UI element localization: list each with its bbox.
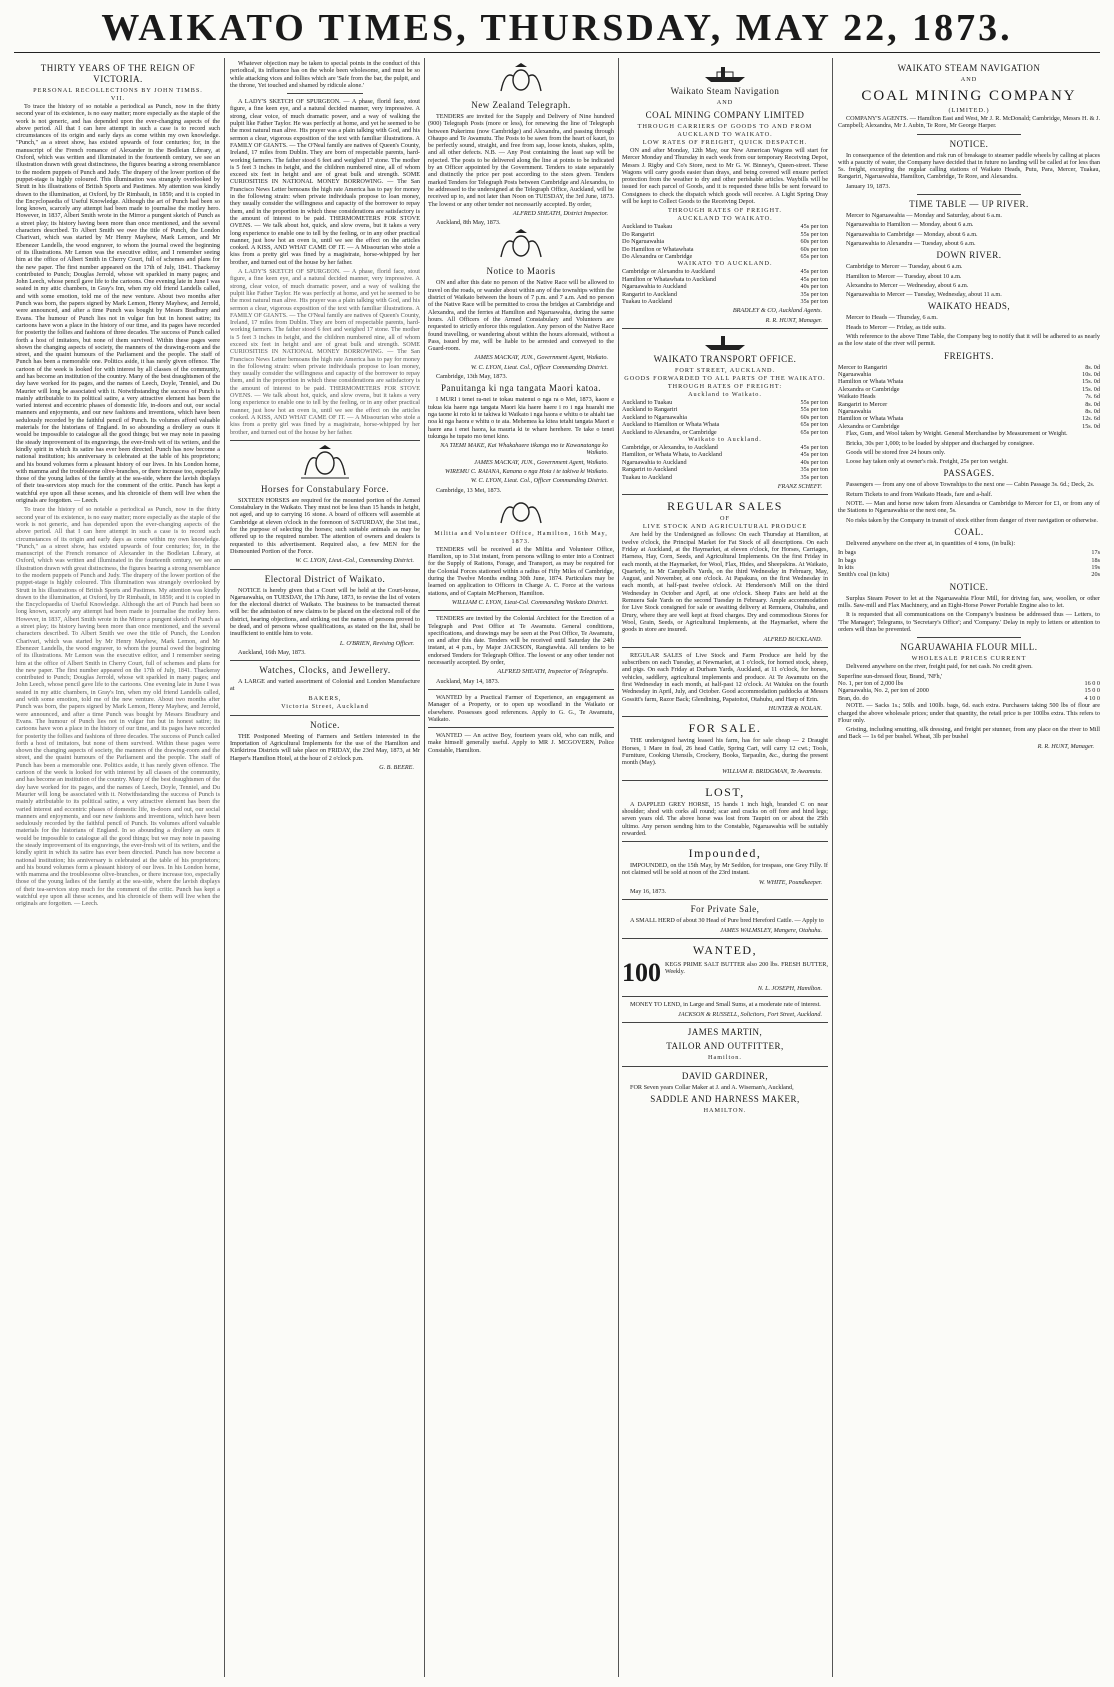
article-body: A LADY'S SKETCH OF SPURGEON. — A phase, florid face, stout figure, a fine keen eye, and a natural decided manner, very impressive. A strong, clear voice, of much dramatic power, and a way of walking the pulpit like Father Taylor. He was perfectly at home, and yet he seemed to be the most natural man alive. His prayer was a plain talking with God, and his sermon a clear, vigorous exposition of the text with familiar illustrations. A FAMILY OF GIANTS. — The O'Neal family are natives of Queen's County, Ireland, 17 miles from Dublin. They are born of respectable parents, hard-working farmers. The father stood 6 feet and weighed 17 stone. The mother is 5 feet 3 inches in height, and the children numbered nine, all of whom exceed six feet in height and are of great bulk and strength. SOME CURIOSITIES IN NATIONAL MONEY BORROWING. — The San Francisco News Letter bemoans the high rate America has to pay for money in the following strain: when private individuals propose to loan money, they usually consider the willingness and capacity of the borrower to repay them, and in the proportion in which these considerations are satisfactory is the amount of interest to be paid. THERMOMETERS FOR STOVE OVENS. — We talk about hot, quick, and slow ovens, but it takes a very long experience to enable one to tell by the feeling, or in any other practical manner, just how hot an oven is, until we see the effect on the articles cooked. A KISS, AND WHAT CAME OF IT. — A Missourian who stole a kiss from a pretty girl was fined by a magistrate, horse-whipped by her brother, and turned out of the house by her father. bbox=[230, 98, 420, 266]
freights-table bbox=[838, 364, 1100, 431]
ad-signature: W. C. LYON, Lieut. Col., Officer Commanding District. bbox=[470, 477, 608, 485]
ad-body: Delivered anywhere on the river at, in quantities of 4 tons, (in bulk): bbox=[846, 539, 1016, 547]
ad-date: Cambridge, 13th May, 1873. bbox=[436, 373, 508, 381]
ad-heading: SADDLE AND HARNESS MAKER, bbox=[650, 1094, 800, 1105]
list-item: Ngaruawahia to Mercer — Tuesday, Wednesday, about 11 a.m. bbox=[846, 291, 1002, 299]
table-row bbox=[838, 386, 1100, 393]
ad-heading: NOTICE. bbox=[949, 581, 989, 592]
ad-signature: W. C. LYON, Lieut. Col., Officer Commanding District. bbox=[470, 363, 608, 371]
ad-heading: NOTICE. bbox=[949, 138, 989, 149]
ad-body: ON and after this date no person of the Native Race will be allowed to travel on the roads, or wander about within any of the townships within the district of Waikato between the hours of 7 p.m. and 7 a.m. And no person of the Native Race will be permitted to cross the bridges at Cambridge and Alexandra, and the ferries at Hamilton and Ngaruawahia, during the same hours. All Officers of the Armed Constabulary and Volunteers are requested to strictly enforce this regulation. Any person of the Native Race found travelling, or wandering about within the hours aforesaid, without a Pass, issued by me, will be liable to be arrested and conveyed to the Guard-room. bbox=[428, 279, 614, 353]
ad-body: A SMALL HERD of about 30 Head of Pure bred Hereford Cattle. — Apply to bbox=[630, 917, 824, 925]
ad-heading: TIME TABLE — UP RIVER. bbox=[909, 199, 1029, 210]
column-divider bbox=[224, 58, 225, 1677]
table-cell: 60s per ton bbox=[800, 238, 828, 246]
table-row bbox=[622, 268, 828, 275]
ad-subheading: Waikato to Auckland. bbox=[688, 436, 762, 444]
ad-body: Are held by the Undersigned as follows: On each Thursday at Hamilton, at twelve o'clock, the Principal Market for Fat Stock of all descriptions. On each Friday at Auckland, at the Haymarket, at eleven o'clock, for Horses, Carriages, Harness, Hay, Corn, Seeds, and Agricultural Implements. On the first Friday in each month, at the Haymarket, for Wool, Flax, Hides, and Sheepskins. At Waikato, Quarterly, in Mr Campbell's Yards, on the third Wednesday in February, May, August, and November, at one o'clock. At Papakura, on the first Wednesday in each month, at half-past twelve o'clock. At Henderson's Mill on the third Wednesday in October and April, at one o'clock. Sheep Fairs are held at the Remuera Sale Yards on the second Tuesday in February. Ample accommodation for Live Stock consigned for sale or awaiting delivery at Remuera, Otahuhu, and Drury, where they are well kept at fixed charges. Dry and commodious Stores for Wool, Grain, Seeds, or Agricultural Implements, at the Haymarket, where the goods in store are insured. bbox=[622, 531, 828, 634]
ad-body: ON and after Monday, 12th May, our New American Wagons will start for Mercer Monday and Thursday in each week from our temporary Receiving Depot, Messrs J. Rigby and Co's Store, next to Mr G. W. Binney's, Queen-street. These Wagons will carry goods easier than drays, and being covered will ensure perfect protection from the weather to dry and other perishable articles. Waybills will be issued for each parcel of Goods, and it is requested these bills be sent forward to Consignees to check the dispatch which goods will receive. A Light Spring Dray will be kept to Collect Goods to the Receiving Depot. bbox=[622, 147, 828, 206]
table-cell: 17s bbox=[1091, 549, 1100, 557]
ad-body: NOTE. — Sacks 1s.; 50lb. and 100lb. bags, 6d. each extra. Purchasers taking 500 lbs of flour are charged the above wholesale prices; under that quantity, the retail price is per 100lbs extra. This refers to Flour only. bbox=[838, 702, 1100, 724]
table-cell: 45s per ton bbox=[800, 444, 828, 452]
table-cell: 15s. 0d bbox=[1082, 422, 1100, 430]
table-row bbox=[838, 393, 1100, 400]
ad-heading: Watches, Clocks, and Jewellery. bbox=[259, 665, 391, 676]
list-item: Cambridge to Mercer — Tuesday, about 6 a.m. bbox=[846, 263, 963, 271]
ad-body: NOTE. — Man and horse now taken from Alexandra or Cambridge to Mercer for £1, or from any of the Stations to Ngaruawahia or the next one, 5s. bbox=[838, 500, 1100, 515]
table-row bbox=[838, 408, 1100, 415]
table-cell: Hamilton or Whata Whata bbox=[838, 378, 904, 386]
table-cell: 45s per ton bbox=[800, 268, 828, 276]
ad-signature: WILLIAM R. BRIDGMAN, Te Awamutu. bbox=[722, 768, 822, 776]
ad-heading: FOR SALE. bbox=[688, 721, 762, 736]
ad-subheading: (LIMITED.) bbox=[948, 107, 990, 114]
rates-table bbox=[622, 268, 828, 305]
table-cell: Hamilton or Whatawhata to Auckland bbox=[622, 275, 717, 283]
table-row bbox=[838, 680, 1100, 687]
wanted-ad bbox=[622, 957, 828, 992]
table-row bbox=[622, 451, 828, 458]
table-cell: 12s. 6d bbox=[1082, 415, 1100, 423]
ad-body: A LARGE and varied assortment of Colonial and London Manufacture at bbox=[230, 678, 420, 693]
ad-heading: Notice. bbox=[310, 719, 340, 730]
table-cell: In bags bbox=[838, 549, 857, 557]
rates-table bbox=[622, 223, 828, 260]
table-row bbox=[838, 401, 1100, 408]
table-cell: Alexandra or Cambridge bbox=[838, 385, 900, 393]
table-cell: 20s bbox=[1091, 571, 1100, 579]
list-item: Ngaruawahia to Alexandra — Tuesday, about 6 a.m. bbox=[846, 239, 976, 247]
ad-heading: DOWN RIVER. bbox=[936, 250, 1002, 261]
table-cell: 60s per ton bbox=[800, 413, 828, 421]
ad-signature: ALFRED BUCKLAND. bbox=[763, 635, 822, 643]
ad-subheading: THROUGH RATES OF FREIGHT. bbox=[668, 207, 782, 215]
table-row bbox=[622, 298, 828, 305]
ad-heading: New Zealand Telegraph. bbox=[471, 100, 571, 110]
ad-body: It is requested that all communications on the Company's business be addressed thus — Letters, to 'The Manager'; Telegrams, to 'Secretary's Office'; and 'Company.' Delay in reply to letters or attention to orders will thus be prevented. bbox=[838, 611, 1100, 634]
table-cell: Bran, do. do bbox=[838, 694, 869, 702]
ad-heading: Electoral District of Waikato. bbox=[264, 573, 386, 584]
table-cell: 19s bbox=[1091, 564, 1100, 572]
ad-subheading: WHOLESALE PRICES CURRENT bbox=[911, 655, 1027, 663]
table-row bbox=[622, 444, 828, 451]
ad-date: January 19, 1873. bbox=[846, 182, 890, 190]
table-row bbox=[838, 378, 1100, 385]
table-cell: Do Alexandra or Cambridge bbox=[622, 253, 693, 260]
ad-subheading: LOW RATES OF FREIGHT, QUICK DESPATCH. bbox=[642, 139, 808, 146]
table-row bbox=[838, 557, 1100, 564]
ad-subheading: THROUGH CARRIERS OF GOODS TO AND FROM AUCKLAND TO WAIKATO. bbox=[637, 123, 813, 138]
ad-signature: JAMES MACKAY, JUN., Government Agent, Waikato. bbox=[474, 458, 608, 466]
ad-signature: NA TIEMI MAKE, Kai Whakahaere tikanga mo te Kawanatanga ko Waikato. bbox=[440, 442, 608, 457]
ad-heading: Waikato Steam Navigation bbox=[670, 86, 780, 96]
ad-date: Auckland, 16th May, 1873. bbox=[238, 648, 306, 656]
table-row bbox=[622, 283, 828, 290]
ad-heading: PASSAGES. bbox=[943, 468, 995, 479]
table-cell: 65s per ton bbox=[800, 421, 828, 429]
ad-signature: L. O'BRIEN, Revising Officer. bbox=[339, 639, 414, 647]
ad-signature: R. R. HUNT, Manager. bbox=[1037, 742, 1094, 750]
table-cell: No. 1, per ton of 2,000 lbs bbox=[838, 680, 904, 688]
table-row bbox=[838, 364, 1100, 371]
ad-signature: JAMES MACKAY, JUN., Government Agent, Waikato. bbox=[474, 354, 608, 362]
ad-heading: Panuitanga ki nga tangata Maori katoa. bbox=[441, 383, 601, 394]
list-item: Heads to Mercer — Friday, as tide suits. bbox=[846, 323, 946, 331]
table-cell: Rangariri to Auckland bbox=[622, 466, 677, 474]
table-cell: 55s per ton bbox=[800, 230, 828, 238]
table-row bbox=[622, 474, 828, 481]
table-row bbox=[622, 231, 828, 238]
ad-body: Loose hay taken only at owner's risk. Freight, 25s per ton weight. bbox=[846, 458, 1008, 466]
table-cell: 55s per ton bbox=[800, 406, 828, 414]
table-row bbox=[622, 399, 828, 406]
ad-body: Goods will be stored free 24 hours only. bbox=[846, 448, 946, 456]
ad-heading: COAL MINING COMPANY LIMITED bbox=[645, 110, 805, 120]
ad-body: REGULAR SALES of Live Stock and Farm Produce are held by the subscribers on each Tuesday, at Newmarket, at 1 o'clock, for horned stock, sheep, and pigs. On each Friday at Durham Yards, Auckland, at 11 o'clock, for horses, vehicles, saddlery, agricultural implements and produce. At Te Awamutu on the first Wednesday in each month, at half-past 12 o'clock. At Waiuku on the fourth Wednesday in April, July, and October. Good accommodation paddocks at Messrs Gossitt's farm, Razor Back; Glendining, Papatoitoi, Otahuhu, and Harp of Erin. bbox=[622, 651, 828, 703]
ad-subheading: FORT STREET, AUCKLAND. bbox=[674, 367, 776, 375]
ad-heading: Impounded, bbox=[688, 846, 762, 861]
table-cell: Cambridge, or Alexandra, to Auckland bbox=[622, 444, 718, 452]
ad-signature: WILLIAM C. LYON, Lieut-Col. Commanding Waikato District. bbox=[451, 598, 608, 606]
table-cell: Rangariri to Auckland bbox=[622, 290, 677, 298]
table-cell: Cambridge or Alexandra to Auckland bbox=[622, 268, 715, 276]
table-cell: Hamilton or Whata Whata bbox=[838, 415, 904, 423]
table-cell: 35s per ton bbox=[800, 473, 828, 481]
ad-and: AND bbox=[716, 99, 734, 106]
royal-crest-icon bbox=[491, 497, 551, 527]
list-item: Mercer to Ngaruawahia — Monday and Saturday, about 6 a.m. bbox=[846, 212, 1002, 220]
royal-crest-icon bbox=[491, 63, 551, 97]
ad-body: IMPOUNDED, on the 15th May, by Mr Seddon, for trespass, one Grey Filly. If not claimed will be sold at noon of the 23rd instant. bbox=[622, 862, 828, 877]
rates-table bbox=[622, 444, 828, 481]
ad-heading: NGARUAWAHIA FLOUR MILL. bbox=[900, 642, 1038, 653]
ad-heading: WANTED, bbox=[692, 942, 758, 957]
table-cell: 40s per ton bbox=[800, 283, 828, 291]
ad-body: Bricks, 30s per 1,000; to be loaded by shipper and discharged by consignee. bbox=[846, 439, 1035, 447]
royal-crest-icon bbox=[491, 229, 551, 263]
ad-heading: LOST, bbox=[705, 784, 745, 799]
ad-body: Gristing, including smutting, silk dressing, and freight per stunner, from any place on the river to Mill and Back — 1s 6d per bushel. Wheat, 3lb per bushel bbox=[838, 726, 1100, 741]
ad-subheading: Auckland to Waikato. bbox=[688, 391, 762, 399]
table-cell: 15s. 0d bbox=[1082, 385, 1100, 393]
table-cell: Do Rangariri bbox=[622, 230, 655, 238]
table-cell: 65s per ton bbox=[800, 253, 828, 260]
steamboat-icon bbox=[703, 333, 747, 351]
table-cell: In kits bbox=[838, 564, 854, 572]
ad-body: MONEY TO LEND, in Large and Small Sums, at a moderate rate of interest. bbox=[630, 1001, 821, 1009]
table-cell: Ngaruawahia to Auckland bbox=[622, 458, 687, 466]
ad-heading: Horses for Constabulary Force. bbox=[261, 483, 389, 494]
table-row bbox=[622, 223, 828, 230]
ad-body: TENDERS are invited for the Supply and Delivery of Nine hundred (900) Telegraph Posts (more or less), for renewing the line of Telegraph between Pukerimu (now Cambridge) and Alexandra, and passing through Ohaupo and Te Awamutu. The Posts to be sawn from the heart of kauri, to be perfectly sound, straight, and free from sap, loose knots, shakes, splits, and all other defects. N.B. — Any Post containing the least sap will be rejected. The posts to be delivered along the line at points to be indicated by an Officer appointed by the Government. Tenders to state separately and distinctly the price per post according to the sizes given. Tenders marked Tenders for Telegraph Posts between Cambridge and Alexandra, to be addressed to the undersigned at the Telegraph Office, Auckland, will be received up to, and not later than Noon on TUESDAY, the 3rd June, 1873. The lowest or any other tender not necessarily accepted. By order, bbox=[428, 113, 614, 208]
table-cell: Do Hamilton or Whatawhata bbox=[622, 245, 694, 253]
timetable-list bbox=[838, 314, 1100, 331]
article-body: To trace the history of so notable a periodical as Punch, now in the thirty second year of its existence, is no easy matter; more especially as the staple of the work is not generic, and has depended upon the ever-changing aspects of the above period. All that I can here attempt in such a case is to record such circumstances of its origin and early days as come within my own knowledge. "Punch," as a street show, has existed upwards of four centuries; for, in the manuscript of the French romance of Alexander in the Bodleian Library, at Oxford, which was written and illuminated in the fourteenth century, we see an illustration drawn with great distinctness, the figures bearing a strong resemblance to the modern puppets of Punch and Judy. The drapery of the lower portion of the puppet-stage is highly coloured. This illumination was strangely overlooked by Strutt in his illustrations of British Sports and Pastimes. My attention was kindly drawn to the illumination, at Oxford, by Dr Rimbault, in 1859; and it is copied in the Encyclopaedia of Useful Knowledge. Although the art of Punch had been so long known, scarcely any attempt had been made to journalise the motley hero. However, in 1837, Albert Smith wrote in the Mirror a pungent sketch of Punch as a street play; its history having been more than once mentioned, and the several characters described. To Albert Smith we owe the title of Punch, the London Charivari, which was started by Mr Henry Mayhew, Mark Lemon, and Mr Ebenezer Landells, the wood engraver, to whom the journal owed the beginning of its illustrations. Mr Lemon was the executive editor, and I remember seeing him at the office of Albert Smith in Cherry Court, full of schemes and plans for the new paper. The first number appeared on the 17th of July, 1841. Thackeray contributed to Punch; Douglas Jerrold, whose wit sparkled in many pages; and John Leech, whose pencil gave life to the cartoons. One evening late in June I was seated in my attic chambers, in Gray's Inn, when my old friend Landells called, and with some emotion, told me of the new venture. About two months after Punch was born, the papers signed by Mark Lemon, Henry Mayhew, and Jerrold, were announced, and after a time Punch was bought by Messrs Bradbury and Evans. The humour of Punch lies not in vulgar fun but in honest satire; its cartoons have won a place in the history of our time, and its pages have recorded for posterity the follies and fashions of three decades. The success of Punch called forth a host of imitators, but none of them survived. Within these pages were shown the changing aspects of society, the manners of the drawing-room and the street, and the quaint humours of the Parliament and the people. The staff of Punch has been a memorable one. Politics aside, it has rarely given offence. The cartoon of the week is looked for with interest by all classes of the community, and has become an institution of the country. Many of the best draughtsmen of the day have worked for its pages, and the names of Leech, Doyle, Tenniel, and Du Maurier will long be associated with it. Notwithstanding the success of Punch is mainly attributable to its political satire, a very attractive element has been the varied interest and eccentric phases of domestic life, in-doors and out, our social manners and enjoyments, and our new fashions and inventions, which have been sedulously recorded by the faithful pencil of Punch. Its volumes afford valuable materials for the historians of England. In so abounding a drollery as ours it would be impossible to catalogue all the good things; but we may note in passing the steady improvement of its engravings, the ever-fresh wit of its writers, and the kindly spirit in which its satire has ever been directed. Punch has now become a national institution; his anniversary is celebrated at the table of his proprietors; and his bound volumes form a pleasant history of our lives. In his London home, with mamma and the troublesome olive-branches, or there increase too, especially those of the young ladies of the family at the sea-side, where the lavish displays of their tea-services stop much for the comment of the critic. Punch has kept a watchful eye upon all these scenes, and his chronicle of them will live when the originals are forgotten. — Leech. bbox=[16, 103, 220, 505]
table-cell: Ngaruawahia, No. 2, per ton of 2000 bbox=[838, 687, 929, 695]
ad-heading: DAVID GARDINER, bbox=[681, 1070, 769, 1081]
table-row bbox=[838, 415, 1100, 422]
table-cell: 60s per ton bbox=[800, 245, 828, 253]
ad-signature: WIREMU C. RAIANA, Kanana o nga Hoia i te takiwa ki Waikato. bbox=[444, 467, 608, 475]
ad-body: A DAPPLED GREY HORSE, 15 hands 1 inch high, branded C on near shoulder; shod with corks all round; scar and cracks on off fore and hind legs; seven years old. The above horse was lost from Taupiri on or about the 25th ultimo. Any person sending him to the Constable, Ngaruawahia will be suitably rewarded. bbox=[622, 800, 828, 837]
article-body: Whatever objection may be taken to special points in the conduct of this periodical, its influence has on the whole been wholesome, and must be so while attacking vices and follies which are 'Safe from the bar, the pulpit, and the throne, Yet touched and shamed by ridicule alone.' bbox=[230, 60, 420, 89]
ad-and: AND bbox=[960, 76, 978, 83]
ad-body: Passengers — from any one of above Townships to the next one — Cabin Passage 3s. 6d.; Deck, 2s. bbox=[846, 481, 1095, 489]
masthead-title: WAIKATO TIMES, THURSDAY, MAY 22, 1873. bbox=[101, 7, 1013, 49]
ad-body: In consequence of the detention and risk run of breakage to steamer paddle wheels by calling at places with a paucity of water, the Company have decided that in future no landing will be called at for less than 5s. freight, excepting the regular calling stations of Waikato Heads, Putu, Para, Mercer, Tuakau, Rangariri, Ngaruawahia, Hamilton, Cambridge, Te Rore, and Alexandra. bbox=[838, 151, 1100, 181]
ad-heading: For Private Sale, bbox=[690, 904, 760, 915]
table-cell: In bags bbox=[838, 556, 857, 564]
table-cell: 8s. 0d bbox=[1085, 408, 1100, 416]
ad-subheading: LIVE STOCK AND AGRICULTURAL PRODUCE bbox=[642, 523, 808, 531]
ad-body: Return Tickets to and from Waikato Heads, fare and a-half. bbox=[846, 490, 993, 498]
table-cell bbox=[1066, 673, 1100, 680]
rates-table bbox=[622, 399, 828, 436]
ad-heading: COAL. bbox=[954, 526, 984, 537]
column-2 bbox=[230, 60, 420, 1679]
table-row bbox=[622, 429, 828, 436]
ad-body: COMPANY'S AGENTS. — Hamilton East and West, Mr J. R. McDonald; Cambridge, Messrs H. & J. Campbell; Alexandra, Mr J. Aubin, Te Rore, Mr George Harper. bbox=[838, 115, 1100, 130]
table-row bbox=[622, 238, 828, 245]
table-row bbox=[838, 673, 1100, 680]
article-subheading: PERSONAL RECOLLECTIONS BY JOHN TIMBS. bbox=[33, 87, 203, 94]
table-cell: 16 0 0 bbox=[1084, 680, 1100, 688]
table-cell: Tuakau to Auckland bbox=[622, 473, 672, 481]
table-cell: Auckland to Tuakau bbox=[622, 223, 673, 231]
table-row bbox=[622, 421, 828, 428]
table-cell: Smith's coal (in kits) bbox=[838, 571, 890, 579]
ad-subheading: OF bbox=[720, 515, 730, 523]
table-row bbox=[838, 571, 1100, 578]
ad-body: No risks taken by the Company in transit of stock either from danger of river navigation or otherwise. bbox=[846, 516, 1098, 524]
ad-signature: JACKSON & RUSSELL, Solicitors, Fort Street, Auckland. bbox=[677, 1010, 822, 1018]
ad-heading: COAL MINING COMPANY bbox=[861, 88, 1077, 104]
ad-body: TENDERS will be received at the Militia and Volunteer Office, Hamilton, up to 31st instant, from persons willing to enter into a Contract for the Supply of Rations, Forage, and Transport, as may be required for the Colonial Forces stationed within a radius of Fifty Miles of Cambridge, during the Twelve Months ending 30th June, 1874. Particulars may be learned on application to Officers in Charge A. C. Force at the various stations, and of Captain McPherson, Hamilton. bbox=[428, 545, 614, 597]
steamboat-icon bbox=[703, 63, 747, 83]
ad-heading: WAIKATO STEAM NAVIGATION bbox=[897, 63, 1041, 73]
table-row bbox=[622, 466, 828, 473]
ad-signature: W. C. LYON, Lieut.-Col., Commanding District. bbox=[295, 557, 414, 565]
column-divider bbox=[424, 58, 425, 1677]
ad-body: TENDERS are invited by the Colonial Architect for the Erection of a Telegraph and Post Office at Te Awamutu. General conditions, specifications, and drawings may be seen at the Post Office, Te Awamutu, on and after this date. Tenders will be received until Saturday the 24th instant, at 4 p.m., by Major JACKSON, Rangiawhia. All tenders to be endorsed Tenders for Telegraph Office. The lowest or any other tender not necessarily accepted. By order, bbox=[428, 615, 614, 667]
ad-heading: WAIKATO HEADS, bbox=[927, 301, 1011, 312]
table-row bbox=[622, 291, 828, 298]
table-cell: 4 10 0 bbox=[1084, 694, 1100, 702]
ad-place: HAMILTON. bbox=[703, 1107, 747, 1115]
table-row bbox=[622, 246, 828, 253]
ad-body: KEGS PRIME SALT BUTTER also 200 lbs. FRESH BUTTER, Weekly. bbox=[665, 960, 828, 976]
ad-body: Delivered anywhere on the river, freight paid, for net cash. No credit given. bbox=[846, 663, 1033, 671]
table-row bbox=[838, 423, 1100, 430]
article-heading: THIRTY YEARS OF THE REIGN OF VICTORIA. bbox=[40, 63, 196, 84]
ad-subheading: GOODS FORWARDED TO ALL PARTS OF THE WAIKATO. bbox=[624, 375, 826, 383]
table-row bbox=[622, 459, 828, 466]
article-body-continued: A LADY'S SKETCH OF SPURGEON. — A phase, florid face, stout figure, a fine keen eye, and a natural decided manner, very impressive. A strong, clear voice, of much dramatic power, and a way of walking the pulpit like Father Taylor. He was perfectly at home, and yet he seemed to be the most natural man alive. His prayer was a plain talking with God, and his sermon a clear, vigorous exposition of the text with familiar illustrations. A FAMILY OF GIANTS. — The O'Neal family are natives of Queen's County, Ireland, 17 miles from Dublin. They are born of respectable parents, hard-working farmers. The father stood 6 feet and weighed 17 stone. The mother is 5 feet 3 inches in height, and the children numbered nine, all of whom exceed six feet in height and are of great bulk and strength. SOME CURIOSITIES IN NATIONAL MONEY BORROWING. — The San Francisco News Letter bemoans the high rate America has to pay for money in the following strain: when private individuals propose to loan money, they usually consider the willingness and capacity of the borrower to repay them, and in the proportion in which these considerations are satisfactory is the amount of interest to be paid. THERMOMETERS FOR STOVE OVENS. — We talk about hot, quick, and slow ovens, but it takes a very long experience to enable one to tell by the feeling, or in any other practical manner, just how hot an oven is, until we see the effect on the articles cooked. A KISS, AND WHAT CAME OF IT. — A Missourian who stole a kiss from a pretty girl was fined by a magistrate, horse-whipped by her brother, and turned out of the house by her father. bbox=[230, 268, 420, 436]
table-cell: 18s bbox=[1091, 556, 1100, 564]
ad-subheading: THROUGH RATES OF FREIGHT: bbox=[667, 383, 783, 391]
wanted-quantity: 100 bbox=[622, 957, 661, 987]
ad-body: WANTED by a Practical Farmer of Experience, an engagement as Manager of a Property, or to open up woodland in the Waikato or elsewhere. Possesses good references. Apply to G. G., Te Awamutu, Waikato. bbox=[428, 693, 614, 723]
column-3 bbox=[428, 60, 614, 1679]
table-cell: Ngaruawahia bbox=[838, 408, 871, 416]
ad-body: WANTED — An active Boy, fourteen years old, who can milk, and make himself generally useful. Apply to MR J. MCGOVERN, Police Constable, Hamilton. bbox=[428, 732, 614, 754]
coal-table bbox=[838, 549, 1100, 579]
table-cell: 45s per ton bbox=[800, 275, 828, 283]
ad-signature: HUNTER & NOLAN. bbox=[768, 704, 822, 712]
ad-body: THE undersigned having leased his farm, has for sale cheap — 2 Draught Horses, 1 Mare in foal, 26 head Cattle, Spring Cart, will carry 12 cwt.; Tools, Furniture, Cooking Utensils, Crockery, Books, Tarpaulin, &c., during the present month (May). bbox=[622, 737, 828, 767]
ad-heading: REGULAR SALES bbox=[667, 499, 783, 514]
ad-place: Hamilton. bbox=[708, 1053, 742, 1061]
list-item: Alexandra to Mercer — Wednesday, about 6 a.m. bbox=[846, 281, 969, 289]
table-row bbox=[622, 276, 828, 283]
ad-heading: FREIGHTS. bbox=[944, 350, 994, 361]
ad-signature: FRANZ SCHEFF. bbox=[777, 483, 822, 491]
mill-table bbox=[838, 673, 1100, 703]
ad-heading: TAILOR AND OUTFITTER, bbox=[666, 1040, 784, 1051]
table-cell: Ngaruawahia to Auckland bbox=[622, 283, 687, 291]
timetable-list bbox=[838, 212, 1100, 247]
masthead-rule bbox=[14, 52, 1100, 53]
royal-crest-icon bbox=[295, 445, 355, 481]
article-body-continued: To trace the history of so notable a periodical as Punch, now in the thirty second year of its existence, is no easy matter; more especially as the staple of the work is not generic, and has depended upon the ever-changing aspects of the above period. All that I can here attempt in such a case is to record such circumstances of its origin and early days as come within my own knowledge. "Punch," as a street show, has existed upwards of four centuries; for, in the manuscript of the French romance of Alexander in the Bodleian Library, at Oxford, which was written and illuminated in the fourteenth century, we see an illustration drawn with great distinctness, the figures bearing a strong resemblance to the modern puppets of Punch and Judy. The drapery of the lower portion of the puppet-stage is highly coloured. This illumination was strangely overlooked by Strutt in his illustrations of British Sports and Pastimes. My attention was kindly drawn to the illumination, at Oxford, by Dr Rimbault, in 1859; and it is copied in the Encyclopaedia of Useful Knowledge. Although the art of Punch had been so long known, scarcely any attempt had been made to journalise the motley hero. However, in 1837, Albert Smith wrote in the Mirror a pungent sketch of Punch as a street play; its history having been more than once mentioned, and the several characters described. To Albert Smith we owe the title of Punch, the London Charivari, which was started by Mr Henry Mayhew, Mark Lemon, and Mr Ebenezer Landells, the wood engraver, to whom the journal owed the beginning of its illustrations. Mr Lemon was the executive editor, and I remember seeing him at the office of Albert Smith in Cherry Court, full of schemes and plans for the new paper. The first number appeared on the 17th of July, 1841. Thackeray contributed to Punch; Douglas Jerrold, whose wit sparkled in many pages; and John Leech, whose pencil gave life to the cartoons. One evening late in June I was seated in my attic chambers, in Gray's Inn, when my old friend Landells called, and with some emotion, told me of the new venture. About two months after Punch was born, the papers signed by Mark Lemon, Henry Mayhew, and Jerrold, were announced, and after a time Punch was bought by Messrs Bradbury and Evans. The humour of Punch lies not in vulgar fun but in honest satire; its cartoons have won a place in the history of our time, and its pages have recorded for posterity the follies and fashions of three decades. The success of Punch called forth a host of imitators, but none of them survived. Within these pages were shown the changing aspects of society, the manners of the drawing-room and the street, and the quaint humours of the Parliament and the people. The staff of Punch has been a memorable one. Politics aside, it has rarely given offence. The cartoon of the week is looked for with interest by all classes of the community, and has become an institution of the country. Many of the best draughtsmen of the day have worked for its pages, and the names of Leech, Doyle, Tenniel, and Du Maurier will long be associated with it. Notwithstanding the success of Punch is mainly attributable to its political satire, a very attractive element has been the varied interest and eccentric phases of domestic life, in-doors and out, our social manners and enjoyments, and our new fashions and inventions, which have been sedulously recorded by the faithful pencil of Punch. Its volumes afford valuable materials for the historians of England. In so abounding a drollery as ours it would be impossible to catalogue all the good things; but we may note in passing the steady improvement of its engravings, the ever-fresh wit of its writers, and the kindly spirit in which its satire has ever been directed. Punch has now become a national institution; his anniversary is celebrated at the table of his proprietors; and his bound volumes form a pleasant history of our lives. In his London home, with mamma and the troublesome olive-branches, or there increase too, especially those of the young ladies of the family at the sea-side, where the lavish displays of their tea-services stop much for the comment of the critic. Punch has kept a watchful eye upon all these scenes, and his chronicle of them will live when the originals are forgotten. — Leech. bbox=[16, 506, 220, 908]
table-cell: Auckland to Rangariri bbox=[622, 406, 678, 414]
ad-body: Surplus Steam Power to let at the Ngaruawahia Flour Mill, for driving fan, saw, woollen, or other mills. Saw-mill and Flax Machinery, and an Eight-Horse Power Portable Engine also to let. bbox=[838, 594, 1100, 610]
table-cell: Auckland to Alexandra, or Cambridge bbox=[622, 428, 717, 436]
table-cell: Auckland to Ngaruawahia bbox=[622, 413, 687, 421]
table-cell: 45s per ton bbox=[800, 223, 828, 231]
ad-signature: N. L. JOSEPH, Hamilton. bbox=[757, 984, 822, 992]
column-divider bbox=[832, 58, 833, 1677]
ad-date: Cambridge, 13 Mei, 1873. bbox=[436, 486, 502, 494]
ad-date: Auckland, May 14, 1873. bbox=[436, 677, 500, 685]
table-row bbox=[622, 406, 828, 413]
timetable-list bbox=[838, 263, 1100, 298]
ad-signature: BRADLEY & CO, Auckland Agents. bbox=[732, 307, 822, 315]
ad-date: May 16, 1873. bbox=[630, 888, 667, 896]
ad-subheading: AUCKLAND TO WAIKATO. bbox=[677, 215, 773, 223]
table-row bbox=[838, 695, 1100, 702]
column-divider bbox=[618, 58, 619, 1677]
table-cell: Ngaruawahia bbox=[838, 371, 871, 379]
ad-body: NOTICE is hereby given that a Court will be held at the Court-house, Ngaruawahia, on TUESDAY, the 17th June, 1873, to revise the list of voters for the electoral district of Waikato. The business to be transacted thereat will be: the admission of new claims to be placed on the electoral roll of the district, hearing objections, and striking out the names of persons proved to be dead, and of persons whose qualifications, as stated on the list, shall be insufficient to entitle him to vote. bbox=[230, 586, 420, 638]
ad-body: FOR Seven years Collar Maker at J. and A. Wiseman's, Auckland, bbox=[630, 1083, 794, 1091]
ad-heading: JAMES MARTIN, bbox=[687, 1026, 763, 1037]
ad-address: Victoria Street, Auckland bbox=[281, 702, 369, 710]
table-cell: 65s per ton bbox=[800, 428, 828, 436]
ad-body: SIXTEEN HORSES are required for the mounted portion of the Armed Constabulary in the Waikato. They must not be less than 15 hands in height, not aged, and up to carrying 16 stone. A board of officers will assemble at Cambridge at eleven o'clock in the forenoon of SATURDAY, the 31st inst., for the purpose of selecting the horses; such suitable animals as may be offered up to the required number. The attention of owners and dealers is requested to this advertisement. Required also, a few MEN for the Dismounted Portion of the Force. bbox=[230, 496, 420, 555]
table-row bbox=[622, 414, 828, 421]
ad-body: With reference to the above Time Table, the Company beg to notify that it will be adhered to as nearly as the low state of the river will permit. bbox=[838, 333, 1100, 348]
table-cell: 55s per ton bbox=[800, 399, 828, 407]
ad-body: I MURI i tenei ra-nei te tokau matenui o nga ra o Mei, 1873, kaore e tukua kia haere nga tangata Maori kia haere haere i ro i nga huarahi me nga taone ki roto ki te takiwa ki Waikato i nga haora e whitu o te ahiahi tae noa ki nga haora e whitu o te ata. Mehemea ka kitea tetahi tangata Maori e haere ana i enei haora, ka mauria ki te whare herehere. Te take o tenei tukunga he tupato mo tenei kino. bbox=[428, 396, 614, 440]
table-cell: 35s per ton bbox=[800, 466, 828, 474]
list-item: Hamilton to Mercer — Tuesday, about 10 a.m. bbox=[846, 272, 962, 280]
table-cell: Tuakau to Auckland bbox=[622, 298, 672, 306]
table-cell: 15s. 0d bbox=[1082, 378, 1100, 386]
table-cell: Alexandra or Cambridge bbox=[838, 422, 900, 430]
ad-name: BAKERS, bbox=[308, 694, 342, 702]
table-cell: 10s. 0d bbox=[1082, 371, 1100, 379]
table-cell: Mercer to Rangariri bbox=[838, 363, 888, 371]
ad-body: Flax, Gum, and Wool taken by Weight. General Merchandise by Measurement or Weight. bbox=[846, 430, 1068, 438]
column-1 bbox=[16, 60, 220, 1679]
ad-signature: JAMES WALMSLEY, Mangere, Otahuhu. bbox=[720, 926, 822, 934]
column-4 bbox=[622, 60, 828, 1679]
ad-signature: R. R. HUNT, Manager. bbox=[765, 316, 822, 324]
ad-signature: ALFRED SHEATH, Inspector of Telegraphs. bbox=[497, 668, 608, 676]
table-row bbox=[838, 564, 1100, 571]
ad-heading: Notice to Maoris bbox=[486, 266, 556, 277]
table-cell: Auckland to Hamilton or Whata Whata bbox=[622, 421, 720, 429]
table-row bbox=[838, 371, 1100, 378]
table-cell: 15 0 0 bbox=[1084, 687, 1100, 695]
table-cell: 8s. 0d bbox=[1085, 363, 1100, 371]
list-item: Mercer to Heads — Thursday, 6 a.m. bbox=[846, 314, 938, 322]
table-cell: Superfine sun-dressed flour, Brand, 'NFh,' bbox=[838, 672, 943, 680]
table-row bbox=[838, 687, 1100, 694]
article-section: VII. bbox=[110, 95, 126, 102]
list-item: Ngaruawahia to Cambridge — Monday, about 6 a.m. bbox=[846, 230, 978, 238]
table-cell: 7s. 6d bbox=[1085, 393, 1100, 401]
ad-signature: G. B. BEERE. bbox=[379, 763, 414, 771]
table-cell: 40s per ton bbox=[800, 458, 828, 466]
ad-heading: Militia and Volunteer Office, Hamilton, 16th May, 1873. bbox=[434, 529, 608, 545]
ad-heading: WAIKATO TRANSPORT OFFICE. bbox=[653, 354, 797, 365]
ad-subheading: WAIKATO TO AUCKLAND. bbox=[677, 260, 773, 268]
table-cell: 45s per ton bbox=[800, 451, 828, 459]
table-cell: 35s per ton bbox=[800, 298, 828, 306]
ad-signature: W. WHITE, Poundkeeper. bbox=[758, 878, 822, 886]
list-item: Ngaruawahia to Hamilton — Monday, about 6 a.m. bbox=[846, 221, 974, 229]
column-5 bbox=[838, 60, 1100, 1679]
table-row bbox=[838, 549, 1100, 556]
table-cell: Rangariri to Mercer bbox=[838, 400, 888, 408]
ad-date: Auckland, 8th May, 1873. bbox=[436, 219, 501, 227]
table-cell: 8s. 0d bbox=[1085, 400, 1100, 408]
table-cell: Waikato Heads bbox=[838, 393, 876, 401]
ad-signature: ALFRED SHEATH, District Inspector. bbox=[512, 209, 608, 217]
table-cell: Do Ngaruawahia bbox=[622, 238, 665, 246]
table-cell: Auckland to Tuakau bbox=[622, 399, 673, 407]
table-cell: Hamilton, or Whata Whata, to Auckland bbox=[622, 451, 722, 459]
table-cell: 35s per ton bbox=[800, 290, 828, 298]
ad-body: THE Postponed Meeting of Farmers and Settlers interested in the Importation of Agricultural Implements for the use of the Hamilton and Kirikiriroa Districts will take place on FRIDAY, the 23rd May, 1873, at Mr Harper's Hamilton Hotel, at the hour of 2 o'clock p.m. bbox=[230, 732, 420, 762]
table-row bbox=[622, 253, 828, 260]
